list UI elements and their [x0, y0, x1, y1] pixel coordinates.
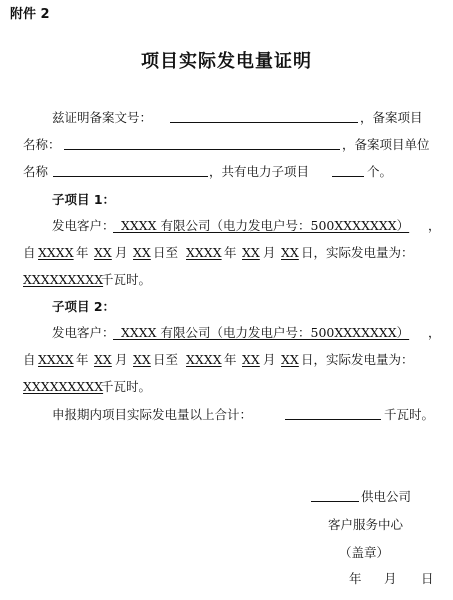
service-center-label: 客户服务中心	[328, 517, 404, 532]
seal-label: （盖章）	[339, 545, 390, 560]
subproject-count-unit: 个。	[367, 164, 393, 179]
end-month: XX	[242, 352, 260, 367]
start-month: XX	[94, 245, 112, 260]
month-char: 月	[263, 352, 276, 367]
total-line	[0, 405, 453, 425]
subproject-1-amount: XXXXXXXXX	[23, 272, 104, 287]
subproject-2-amount-line	[0, 377, 453, 397]
company-name-blank	[311, 487, 359, 502]
subproject-count-label: ，共有电力子项目	[209, 164, 310, 179]
subproject-2-period-line	[0, 350, 453, 370]
intro-line-2	[0, 135, 453, 155]
filing-number-label: 兹证明备案文号：	[52, 110, 153, 125]
start-day: XX	[133, 352, 151, 367]
subproject-1-customer-line	[0, 216, 453, 236]
month-char: 月	[115, 352, 128, 367]
subproject-2-amount: XXXXXXXXX	[23, 379, 104, 394]
generation-label: 日，实际发电量为：	[301, 352, 414, 367]
subproject-count-blank	[332, 162, 364, 177]
period-from: 自	[23, 245, 36, 260]
signature-date-line	[0, 569, 453, 589]
end-day: XX	[281, 352, 299, 367]
intro-line-1	[0, 108, 453, 128]
signature-center-line	[0, 515, 453, 535]
end-year: XXXX	[186, 352, 222, 367]
subproject-1-amount-line	[0, 270, 453, 290]
end-day: XX	[281, 245, 299, 260]
subproject-1-customer-label: 发电客户：	[52, 218, 115, 233]
year-char: 年	[224, 352, 237, 367]
subproject-1-customer-end: ，	[428, 218, 441, 233]
unit-name-label: 名称	[23, 164, 49, 179]
unit-label-start: ，备案项目单位	[342, 137, 430, 152]
intro-line-3	[0, 162, 453, 182]
subproject-2-customer-end: ，	[428, 325, 441, 340]
subproject-2-unit: 千瓦时。	[101, 379, 152, 394]
day-to-char: 日至	[153, 245, 179, 260]
subproject-1-heading-line	[0, 190, 453, 210]
document-title: 项目实际发电量证明	[141, 51, 312, 72]
company-label: 供电公司	[361, 489, 412, 504]
period-from: 自	[23, 352, 36, 367]
total-unit: 千瓦时。	[384, 407, 435, 422]
subproject-1-heading: 子项目 1：	[52, 192, 116, 207]
subproject-1-customer-value: XXXX 有限公司（电力发电户号：500XXXXXXX）	[113, 218, 410, 233]
start-month: XX	[94, 352, 112, 367]
signature-company-line	[0, 487, 453, 507]
project-name-blank	[64, 135, 340, 150]
year-char: 年	[76, 245, 89, 260]
date-month: 月	[384, 571, 397, 586]
start-day: XX	[133, 245, 151, 260]
subproject-1-period-line	[0, 243, 453, 263]
subproject-2-heading-line	[0, 297, 453, 317]
end-year: XXXX	[186, 245, 222, 260]
subproject-2-customer-value: XXXX 有限公司（电力发电户号：500XXXXXXX）	[113, 325, 410, 340]
attachment-label: 附件 2	[10, 7, 50, 22]
project-name-label: 名称：	[23, 137, 61, 152]
unit-name-blank	[53, 162, 208, 177]
day-to-char: 日至	[153, 352, 179, 367]
start-year: XXXX	[38, 352, 74, 367]
project-name-label-start: ，备案项目	[360, 110, 423, 125]
month-char: 月	[263, 245, 276, 260]
start-year: XXXX	[38, 245, 74, 260]
month-char: 月	[115, 245, 128, 260]
date-day: 日	[421, 571, 434, 586]
total-blank	[285, 405, 381, 420]
total-label: 申报期内项目实际发电量以上合计：	[52, 407, 253, 422]
end-month: XX	[242, 245, 260, 260]
subproject-2-heading: 子项目 2：	[52, 299, 116, 314]
subproject-2-customer-label: 发电客户：	[52, 325, 115, 340]
subproject-1-unit: 千瓦时。	[101, 272, 152, 287]
year-char: 年	[76, 352, 89, 367]
signature-seal-line	[0, 543, 453, 563]
date-year: 年	[349, 571, 362, 586]
generation-label: 日，实际发电量为：	[301, 245, 414, 260]
filing-number-blank	[170, 108, 358, 123]
year-char: 年	[224, 245, 237, 260]
subproject-2-customer-line	[0, 323, 453, 343]
